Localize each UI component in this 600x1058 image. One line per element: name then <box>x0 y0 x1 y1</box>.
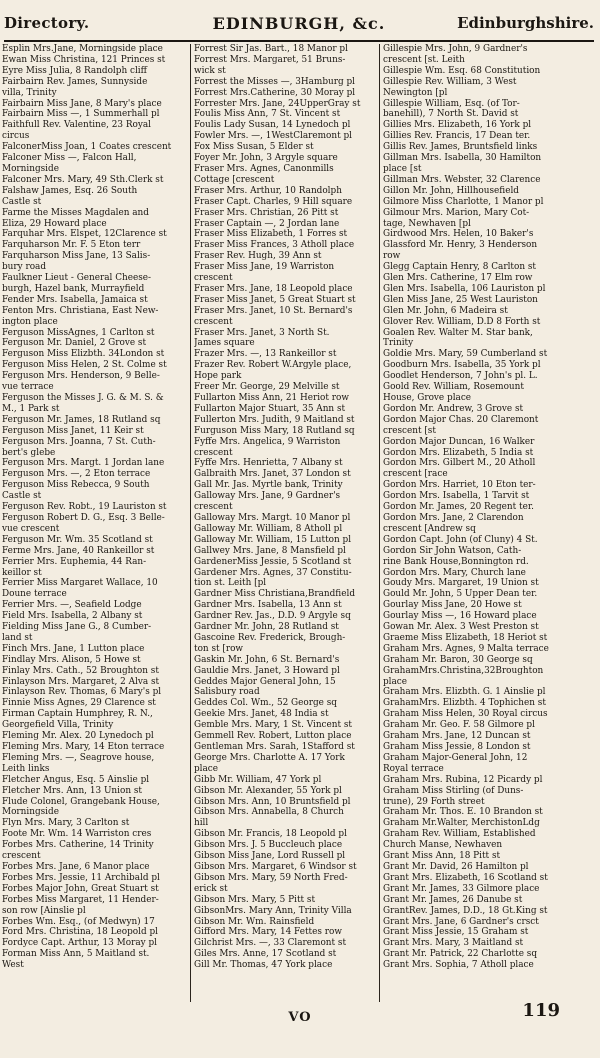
directory-entry-line: Galloway Mr. William, 15 Lutton pl <box>194 534 352 545</box>
directory-entry-line: Cottage [crescent <box>194 174 275 185</box>
directory-entry-line: trune), 29 Forth street <box>383 796 485 807</box>
directory-entry-line: Gascoine Rev. Frederick, Brough- <box>194 632 346 643</box>
directory-column-2 <box>194 44 376 1004</box>
directory-column-1 <box>2 44 188 1004</box>
directory-entry-line: Fraser Miss Jane, 19 Warriston <box>194 262 335 273</box>
directory-entry-line: Goold Rev. William, Rosemount <box>383 382 524 393</box>
directory-entry-line: Forbes Wm. Esq., (of Medwyn) 17 <box>2 916 155 927</box>
directory-entry-line: Finlayson Rev. Thomas, 6 Mary's pl <box>2 687 162 698</box>
directory-entry-line: wick st <box>194 65 226 76</box>
directory-entry-line: Forrest Mrs. Margaret, 51 Bruns- <box>194 54 346 65</box>
directory-entry-line: circus <box>2 131 30 142</box>
directory-entry-line: Royal terrace <box>383 763 444 774</box>
directory-entry-line: Gaskin Mr. John, 6 St. Bernard's <box>194 654 340 665</box>
directory-entry-line: Fraser Captain —, 2 Jordan lane <box>194 218 340 229</box>
directory-entry-line: crescent [st <box>383 425 436 436</box>
directory-entry-line: Galloway Mrs. Margt. 10 Manor pl <box>194 512 351 523</box>
directory-entry-line: Graham Mr. Thos. E. 10 Brandon st <box>383 807 543 818</box>
directory-entry-line: Fender Mrs. Isabella, Jamaica st <box>2 294 148 305</box>
directory-entry-line: Gordon Major Chas. 20 Claremont <box>383 414 539 425</box>
directory-entry-line: Freer Mr. George, 29 Melville st <box>194 382 340 393</box>
directory-entry-line: Ferguson Miss Helen, 2 St. Colme st <box>2 360 167 371</box>
directory-entry-line: Church Manse, Newhaven <box>383 840 503 851</box>
directory-entry-line: Fairbairn Miss Jane, 8 Mary's place <box>2 98 162 109</box>
directory-entry-line: ton st [row <box>194 643 244 654</box>
directory-entry-line: Finlayson Mrs. Margaret, 2 Alva st <box>2 676 160 687</box>
directory-entry-line: Gibson Mr. Francis, 18 Leopold pl <box>194 829 347 840</box>
directory-column-3 <box>383 44 597 1004</box>
page-footer <box>0 1000 600 1038</box>
directory-entry-line: Eyre Miss Julia, 8 Randolph cliff <box>2 65 147 76</box>
directory-entry-line: Gordon Mrs. Mary, Church lane <box>383 567 526 578</box>
directory-entry-line: Grant Mrs. Elizabeth, 16 Scotland st <box>383 872 548 883</box>
header-right-title: Edinburghshire. <box>457 14 594 32</box>
directory-entry-line: Morningside <box>2 163 59 174</box>
directory-entry-line: Glen Mrs. Catherine, 17 Elm row <box>383 273 533 284</box>
directory-entry-line: Fraser Mrs. Christian, 26 Pitt st <box>194 207 339 218</box>
directory-entry-line: Gordon Sir John Watson, Cath- <box>383 545 522 556</box>
directory-entry-line: Galbraith Mrs. Janet, 37 London st <box>194 469 351 480</box>
directory-entry-line: Morningside <box>2 807 59 818</box>
directory-entry-line: FalconerMiss Joan, 1 Coates crescent <box>2 142 172 153</box>
directory-entry-line: Gillespie Wm. Esq. 68 Constitution <box>383 65 541 76</box>
column-divider <box>190 44 191 1002</box>
directory-entry-line: Fox Miss Susan, 5 Elder st <box>194 142 314 153</box>
directory-entry-line: Fraser Mrs. Jane, 18 Leopold place <box>194 283 353 294</box>
directory-entry-line: Ferguson Robert D. G., Esq. 3 Belle- <box>2 512 165 523</box>
directory-entry-line: Goalen Rev. Walter M. Star bank, <box>383 327 533 338</box>
directory-entry-line: Leith links <box>2 763 50 774</box>
directory-entry-line: Fenton Mrs. Christiana, East New- <box>2 305 159 316</box>
directory-entry-line: Geddes Col. Wm., 52 George sq <box>194 698 337 709</box>
directory-entry-line: erick st <box>194 883 228 894</box>
directory-entry-line: Flyn Mrs. Mary, 3 Carlton st <box>2 818 130 829</box>
directory-entry-line: Gill Mr. Thomas, 47 York place <box>194 960 333 971</box>
directory-entry-line: Farquharson Mr. F. 5 Eton terr <box>2 240 141 251</box>
directory-entry-line: Gallwey Mrs. Jane, 8 Mansfield pl <box>194 545 346 556</box>
directory-entry-line: GrantRev. James, D.D., 18 Gt.King st <box>383 905 548 916</box>
directory-entry-line: Gilmore Miss Charlotte, 1 Manor pl <box>383 196 544 207</box>
directory-entry-line: Fletcher Angus, Esq. 5 Ainslie pl <box>2 774 150 785</box>
directory-entry-line: Gourlay Miss —, 16 Howard place <box>383 611 537 622</box>
directory-entry-line: Fielding Miss Jane G., 8 Cumber- <box>2 622 152 633</box>
directory-entry-line: Foyer Mr. John, 3 Argyle square <box>194 153 338 164</box>
directory-entry-line: Ferguson Mr. Wm. 35 Scotland st <box>2 534 153 545</box>
directory-entry-line: Grant Mrs. Sophia, 7 Atholl place <box>383 960 534 971</box>
directory-entry-line: Falshaw James, Esq. 26 South <box>2 185 138 196</box>
directory-entry-line: Finlay Mrs. Cath., 52 Broughton st <box>2 665 159 676</box>
directory-entry-line: Gordon Major Duncan, 16 Walker <box>383 436 535 447</box>
directory-entry-line: rine Bank House,Bonnington rd. <box>383 556 529 567</box>
header-rule <box>4 40 594 42</box>
directory-entry-line: vue crescent <box>2 523 60 534</box>
directory-entry-line: Foulis Miss Ann, 7 St. Vincent st <box>194 109 341 120</box>
directory-entry-line: Forbes Mrs. Jessie, 11 Archibald pl <box>2 872 160 883</box>
directory-entry-line: Fraser Miss Elizabeth, 1 Forres st <box>194 229 348 240</box>
directory-entry-line: Galloway Mrs. Jane, 9 Gardner's <box>194 491 341 502</box>
directory-entry-line: Gall Mr. Jas. Myrtle bank, Trinity <box>194 480 343 491</box>
directory-entry-line: Gibson Mrs. Mary, 5 Pitt st <box>194 894 316 905</box>
directory-entry-line: Fyffe Mrs. Henrietta, 7 Albany st <box>194 458 343 469</box>
directory-entry-line: Foote Mr. Wm. 14 Warriston cres <box>2 829 152 840</box>
directory-entry-line: Ferrier Miss Margaret Wallace, 10 <box>2 578 158 589</box>
directory-entry-line: Gibson Mrs. Annabella, 8 Church <box>194 807 344 818</box>
directory-entry-line: row <box>383 251 401 262</box>
directory-entry-line: Ferguson Miss Janet, 11 Keir st <box>2 425 144 436</box>
directory-entry-line: Finnie Miss Agnes, 29 Clarence st <box>2 698 156 709</box>
directory-entry-line: Gordon Mrs. Gilbert M., 20 Atholl <box>383 458 536 469</box>
directory-entry-line: Gillies Rev. Francis, 17 Dean ter. <box>383 131 531 142</box>
page-number: 119 <box>522 1000 560 1021</box>
directory-entry-line: Glegg Captain Henry, 8 Carlton st <box>383 262 536 273</box>
directory-entry-line: Graham Rev. William, Established <box>383 829 536 840</box>
directory-entry-line: Graham Mrs. Rubina, 12 Picardy pl <box>383 774 543 785</box>
directory-entry-line: Grant Mr. David, 26 Hamilton pl <box>383 861 529 872</box>
directory-entry-line: Glen Mrs. Isabella, 106 Lauriston pl <box>383 283 546 294</box>
directory-entry-line: Graeme Miss Elizabeth, 18 Heriot st <box>383 632 548 643</box>
directory-entry-line: Gould Mr. John, 5 Upper Dean ter. <box>383 589 538 600</box>
directory-entry-line: Glen Mr. John, 6 Madeira st <box>383 305 508 316</box>
directory-entry-line: Farquhar Mrs. Elspet, 12Clarence st <box>2 229 167 240</box>
directory-entry-line: Gibson Mr. Wm. Rainsfield <box>194 916 315 927</box>
directory-entry-line: Fowler Mrs. —, 1WestClaremont pl <box>194 131 353 142</box>
directory-entry-line: Giles Mrs. Anne, 17 Scotland st <box>194 949 337 960</box>
directory-entry-line: Fyffe Mrs. Angelica, 9 Warriston <box>194 436 341 447</box>
directory-entry-line: West <box>2 960 24 971</box>
directory-entry-line: Hope park <box>194 371 242 382</box>
directory-entry-line: Forrest the Misses —, 3Hamburg pl <box>194 76 355 87</box>
directory-entry-line: Ford Mrs. Christina, 18 Leopold pl <box>2 927 158 938</box>
directory-entry-line: Grant Mr. James, 26 Danube st <box>383 894 523 905</box>
directory-entry-line: George Mrs. Charlotte A. 17 York <box>194 752 345 763</box>
directory-entry-line: Finch Mrs. Jane, 1 Lutton place <box>2 643 145 654</box>
directory-entry-line: Fleming Mrs. Mary, 14 Eton terrace <box>2 742 165 752</box>
directory-entry-line: son row [Ainslie pl <box>2 905 86 916</box>
header-center-title: EDINBURGH, &c. <box>212 14 386 33</box>
directory-entry-line: Gordon Mr. Andrew, 3 Grove st <box>383 403 524 414</box>
directory-entry-line: Gordon Mrs. Jane, 2 Clarendon <box>383 512 524 523</box>
directory-entry-line: Glover Rev. William, D.D 8 Forth st <box>383 316 541 327</box>
directory-entry-line: Gordon Mrs. Isabella, 1 Tarvit st <box>383 491 530 502</box>
directory-entry-line: Ferguson the Misses J. G. & M. S. & <box>2 393 164 403</box>
directory-entry-line: Trinity <box>383 338 414 349</box>
directory-entry-line: land st <box>2 632 33 643</box>
directory-entry-line: Ferguson Mrs. —, 2 Eton terrace <box>2 469 151 480</box>
directory-entry-line: Gemmell Rev. Robert, Lutton place <box>194 731 352 742</box>
directory-entry-line: Gibson Mrs. Mary, 59 North Fred- <box>194 872 348 883</box>
directory-entry-line: Geekie Mrs. Janet, 48 India st <box>194 709 329 720</box>
directory-entry-line: Falconer Miss —, Falcon Hall, <box>2 153 137 164</box>
column-divider <box>379 44 380 1002</box>
directory-entry-line: banehill), 7 North St. David st <box>383 109 519 120</box>
directory-entry-line: Castle st <box>2 196 42 207</box>
directory-entry-line: Gibson Mrs. Margaret, 6 Windsor st <box>194 861 357 872</box>
directory-entry-line: GrahamMrs. Elizbth. 4 Tophichen st <box>383 698 546 709</box>
directory-entry-line: Gillespie Mrs. John, 9 Gardner's <box>383 44 528 54</box>
directory-entry-line: Fleming Mr. Alex. 20 Lynedoch pl <box>2 731 154 742</box>
directory-entry-line: Gibson Mrs. Ann, 10 Bruntsfield pl <box>194 796 351 807</box>
directory-entry-line: Girdwood Mrs. Helen, 10 Baker's <box>383 229 534 240</box>
directory-entry-line: Firman Captain Humphrey, R. N., <box>2 709 153 720</box>
directory-entry-line: Fullarton Miss Ann, 21 Heriot row <box>194 393 349 403</box>
directory-entry-line: Graham Mr. Geo. F. 58 Gilmore pl <box>383 720 535 731</box>
directory-entry-line: Graham Miss Stirling (of Duns- <box>383 785 524 796</box>
directory-entry-line: Gifford Mrs. Mary, 14 Fettes row <box>194 927 342 938</box>
directory-entry-line: Graham Mr.Walter, MerchistonLdg <box>383 818 540 829</box>
directory-entry-line: Fraser Mrs. Janet, 10 St. Bernard's <box>194 305 353 316</box>
directory-entry-line: Gillman Mrs. Isabella, 30 Hamilton <box>383 153 542 164</box>
directory-entry-line: Faithfull Rev. Valentine, 23 Royal <box>2 120 151 131</box>
directory-entry-line: Field Mrs. Isabella, 2 Albany st <box>2 611 143 622</box>
directory-entry-line: Gillon Mr. John, Hillhousefield <box>383 185 519 196</box>
directory-entry-line: Grant Mr. Patrick, 22 Charlotte sq <box>383 949 538 960</box>
directory-entry-line: Gilchrist Mrs. —, 33 Claremont st <box>194 938 347 949</box>
directory-entry-line: Gillis Rev. James, Bruntsfield links <box>383 142 538 153</box>
directory-entry-line: Forbes Miss Margaret, 11 Hender- <box>2 894 159 905</box>
directory-entry-line: Esplin Mrs.Jane, Morningside place <box>2 44 163 54</box>
directory-entry-line: ington place <box>2 316 58 327</box>
directory-entry-line: Fraser Mrs. Janet, 3 North St. <box>194 327 330 338</box>
directory-entry-line: crescent <box>194 273 233 284</box>
directory-entry-line: Fraser Mrs. Arthur, 10 Randolph <box>194 185 342 196</box>
directory-entry-line: Farquharson Miss Jane, 13 Salis- <box>2 251 151 262</box>
directory-entry-line: Gibson Miss Jane, Lord Russell pl <box>194 851 346 862</box>
directory-entry-line: burgh, Hazel bank, Murrayfield <box>2 283 145 294</box>
directory-entry-line: Fordyce Capt. Arthur, 13 Moray pl <box>2 938 157 949</box>
directory-entry-line: Fullarton Major Stuart, 35 Ann st <box>194 403 346 414</box>
directory-entry-line: tion st. Leith [pl <box>194 578 267 589</box>
directory-entry-line: Ewan Miss Christina, 121 Princes st <box>2 54 166 65</box>
directory-entry-line: Gibson Mr. Alexander, 55 York pl <box>194 785 342 796</box>
directory-entry-line: Glen Miss Jane, 25 West Lauriston <box>383 294 538 305</box>
directory-entry-line: place <box>383 676 408 687</box>
directory-entry-line: Grant Miss Jessie, 15 Graham st <box>383 927 529 938</box>
directory-entry-line: place [st <box>383 163 422 174</box>
directory-entry-line: Gauldie Mrs. Janet, 3 Howard pl <box>194 665 340 676</box>
directory-entry-line: Gibb Mr. William, 47 York pl <box>194 774 322 785</box>
directory-entry-line: Gillespie William, Esq. (of Tor- <box>383 98 520 109</box>
directory-entry-line: Newington [pl <box>383 87 448 98</box>
directory-entry-line: Grant Miss Ann, 18 Pitt st <box>383 851 501 862</box>
directory-entry-line: GibsonMrs. Mary Ann, Trinity Villa <box>194 905 352 916</box>
directory-entry-line: Gillies Mrs. Elizabeth, 16 York pl <box>383 120 532 131</box>
directory-entry-line: hill <box>194 818 209 829</box>
directory-entry-line: Ferguson Mrs. Margt. 1 Jordan lane <box>2 458 165 469</box>
directory-entry-line: Doune terrace <box>2 589 67 600</box>
directory-entry-line: Forman Miss Ann, 5 Maitland st. <box>2 949 150 960</box>
directory-entry-line: Goudy Mrs. Margaret, 19 Union st <box>383 578 539 589</box>
directory-entry-line: Falconer Mrs. Mary, 49 Sth.Clerk st <box>2 174 164 185</box>
signature-mark: VO <box>288 1010 312 1025</box>
directory-entry-line: Goodlet Henderson, 7 John's pl. L. <box>383 371 538 382</box>
directory-entry-line: Ferrier Mrs. —, Seafield Lodge <box>2 600 142 611</box>
directory-entry-line: Gardner Rev. Jas., D.D. 9 Argyle sq <box>194 611 351 622</box>
directory-entry-line: Ferguson Miss Elizbth. 34London st <box>2 349 165 360</box>
directory-entry-line: Forrest Mrs.Catherine, 30 Moray pl <box>194 87 356 98</box>
directory-entry-line: Farme the Misses Magdalen and <box>2 207 149 218</box>
directory-entry-line: Fraser Miss Frances, 3 Atholl place <box>194 240 355 251</box>
directory-entry-line: Glassford Mr. Henry, 3 Henderson <box>383 240 538 251</box>
directory-entry-line: crescent [race <box>383 469 448 480</box>
directory-entry-line: Gordon Capt. John (of Cluny) 4 St. <box>383 534 538 545</box>
directory-entry-line: Gourlay Miss Jane, 20 Howe st <box>383 600 522 611</box>
directory-entry-line: crescent <box>194 447 233 458</box>
directory-entry-line: Gibson Mrs. J. 5 Buccleuch place <box>194 840 343 851</box>
directory-entry-line: Fullerton Mrs. Judith, 9 Maitland st <box>194 414 355 425</box>
directory-entry-line: GrahamMrs.Christina,32Broughton <box>383 665 544 676</box>
directory-entry-line: Gillespie Rev. William, 3 West <box>383 76 517 87</box>
directory-entry-line: Ferguson MissAgnes, 1 Carlton st <box>2 327 155 338</box>
directory-entry-line: Grant Mrs. Jane, 6 Gardner's crsct <box>383 916 539 927</box>
directory-entry-line: Salisbury road <box>194 687 260 698</box>
directory-entry-line: Graham Mrs. Jane, 12 Duncan st <box>383 731 531 742</box>
directory-entry-line: Grant Mr. James, 33 Gilmore place <box>383 883 540 894</box>
directory-entry-line: Forbes Mrs. Jane, 6 Manor place <box>2 861 150 872</box>
directory-entry-line: Graham Miss Jessie, 8 London st <box>383 742 531 752</box>
directory-entry-line: Graham Miss Helen, 30 Royal circus <box>383 709 548 720</box>
directory-entry-line: Faulkner Lieut - General Cheese- <box>2 273 152 284</box>
directory-entry-line: Forbes Major John, Great Stuart st <box>2 883 159 894</box>
directory-entry-line: Frazer Rev. Robert W.Argyle place, <box>194 360 352 371</box>
directory-entry-line: Gowan Mr. Alex. 3 West Preston st <box>383 622 539 633</box>
directory-entry-line: Gardner Mr. John, 28 Rutland st <box>194 622 339 633</box>
directory-entry-line: Forrester Mrs. Jane, 24UpperGray st <box>194 98 361 109</box>
directory-entry-line: crescent [Andrew sq <box>383 523 476 534</box>
directory-entry-line: Gardner Miss Christiana,Brandfield <box>194 589 356 600</box>
directory-entry-line: Fraser Mrs. Agnes, Canonmills <box>194 163 334 174</box>
directory-entry-line: Findlay Mrs. Alison, 5 Howe st <box>2 654 141 665</box>
directory-entry-line: Gordon Mr. James, 20 Regent ter. <box>383 502 534 513</box>
directory-entry-line: Galloway Mr. William, 8 Atholl pl <box>194 523 343 534</box>
directory-entry-line: crescent <box>2 851 41 862</box>
directory-entry-line: Goodburn Mrs. Isabella, 35 York pl <box>383 360 541 371</box>
directory-entry-line: Graham Mrs. Agnes, 9 Malta terrace <box>383 643 549 654</box>
directory-entry-line: Gardner Mrs. Isabella, 13 Ann st <box>194 600 342 611</box>
directory-entry-line: Foulis Lady Susan, 14 Lynedoch pl <box>194 120 351 131</box>
directory-entry-line: Gentleman Mrs. Sarah, 1Stafford st <box>194 742 355 752</box>
directory-entry-line: Ferguson Miss Rebecca, 9 South <box>2 480 150 491</box>
directory-entry-line: place <box>194 763 219 774</box>
directory-entry-line: Ferguson Mrs. Henderson, 9 Belle- <box>2 371 160 382</box>
directory-entry-line: Gemble Mrs. Mary, 1 St. Vincent st <box>194 720 352 731</box>
directory-entry-line: keillor st <box>2 567 42 578</box>
directory-entry-line: Flude Colonel, Grangebank House, <box>2 796 160 807</box>
directory-entry-line: bert's glebe <box>2 447 56 458</box>
directory-entry-line: Fairbairn Rev. James, Sunnyside <box>2 76 148 87</box>
directory-entry-line: crescent <box>194 316 233 327</box>
directory-entry-line: Fleming Mrs. —, Seagrove house, <box>2 752 155 763</box>
directory-entry-line: Ferguson Mr. Daniel, 2 Grove st <box>2 338 147 349</box>
directory-entry-line: Gillman Mrs. Webster, 32 Clarence <box>383 174 541 185</box>
directory-entry-line: Fraser Capt. Charles, 9 Hill square <box>194 196 353 207</box>
directory-entry-line: crescent <box>194 502 233 513</box>
page-header <box>4 14 594 40</box>
directory-entry-line: James square <box>194 338 255 349</box>
directory-entry-line: Goldie Mrs. Mary, 59 Cumberland st <box>383 349 548 360</box>
directory-entry-line: Ferguson Rev. Robt., 19 Lauriston st <box>2 502 167 513</box>
directory-entry-line: bury road <box>2 262 47 273</box>
directory-entry-line: Fletcher Mrs. Ann, 13 Union st <box>2 785 142 796</box>
directory-entry-line: Graham Mr. Baron, 30 George sq <box>383 654 533 665</box>
directory-entry-line: Grant Mrs. Mary, 3 Maitland st <box>383 938 524 949</box>
directory-entry-line: crescent [st. Leith <box>383 54 465 65</box>
directory-entry-line: House, Grove place <box>383 393 472 403</box>
directory-entry-line: M., 1 Park st <box>2 403 60 414</box>
directory-entry-line: Gordon Mrs. Harriet, 10 Eton ter- <box>383 480 536 491</box>
directory-entry-line: Fraser Miss Janet, 5 Great Stuart st <box>194 294 356 305</box>
directory-entry-line: Gardener Mrs. Agnes, 37 Constitu- <box>194 567 352 578</box>
directory-entry-line: vue terrace <box>2 382 54 393</box>
directory-entry-line: Frazer Mrs. —, 13 Rankeillor st <box>194 349 337 360</box>
directory-entry-line: Ferme Mrs. Jane, 40 Rankeillor st <box>2 545 155 556</box>
directory-entry-line: Castle st <box>2 491 42 502</box>
directory-entry-line: Georgefield Villa, Trinity <box>2 720 114 731</box>
directory-entry-line: Gordon Mrs. Elizabeth, 5 India st <box>383 447 534 458</box>
directory-entry-line: tage, Newhaven [pl <box>383 218 471 229</box>
directory-entry-line: Furguson Miss Mary, 18 Rutland sq <box>194 425 355 436</box>
directory-entry-line: GardenerMiss Jessie, 5 Scotland st <box>194 556 352 567</box>
directory-entry-line: Gilmour Mrs. Marion, Mary Cot- <box>383 207 530 218</box>
header-left-title: Directory. <box>4 14 90 32</box>
directory-entry-line: Fraser Rev. Hugh, 39 Ann st <box>194 251 322 262</box>
directory-entry-line: Ferrier Mrs. Euphemia, 44 Ran- <box>2 556 147 567</box>
directory-entry-line: Fairbairn Miss —, 1 Summerhall pl <box>2 109 160 120</box>
directory-entry-line: Eliza, 29 Howard place <box>2 218 107 229</box>
directory-entry-line: Graham Major-General John, 12 <box>383 752 528 763</box>
directory-entry-line: Forbes Mrs. Catherine, 14 Trinity <box>2 840 154 851</box>
directory-entry-line: Forrest Sir Jas. Bart., 18 Manor pl <box>194 44 348 54</box>
directory-entry-line: villa, Trinity <box>2 87 57 98</box>
directory-entry-line: Graham Mrs. Elizbth. G. 1 Ainslie pl <box>383 687 546 698</box>
directory-entry-line: Ferguson Mrs. Joanna, 7 St. Cuth- <box>2 436 156 447</box>
directory-entry-line: Ferguson Mr. James, 18 Rutland sq <box>2 414 161 425</box>
directory-entry-line: Geddes Major General John, 15 <box>194 676 336 687</box>
